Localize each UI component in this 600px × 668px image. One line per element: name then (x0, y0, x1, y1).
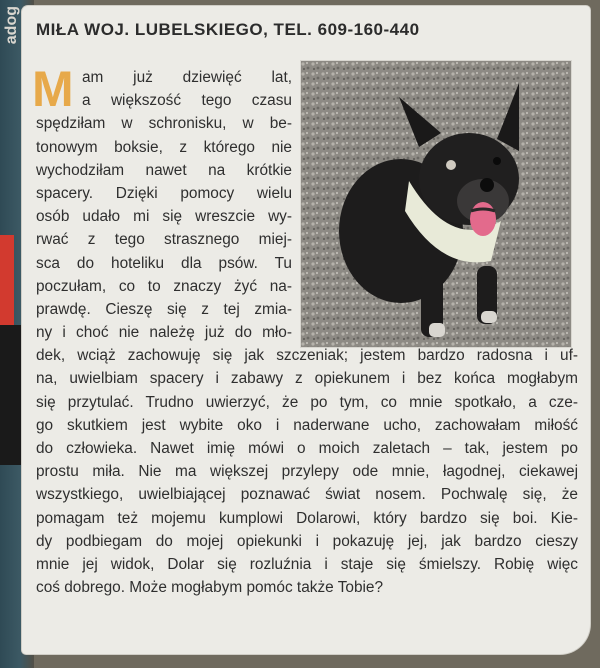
page-edge-black-stripe (0, 325, 22, 465)
page-edge-letters: adog (3, 6, 20, 45)
dog-name: MIŁA (36, 20, 79, 39)
article-card (22, 6, 590, 654)
article-line: poczułam, co to znaczy żyć na- (36, 277, 292, 295)
article-line: do człowieka. Nawet imię mówi o moich zaletach – tak, jestem po (36, 440, 578, 457)
article-line: na, uwielbiam spacery i zabawy z opiekunem i bez końca mogłabym (36, 370, 578, 388)
article-line: coś dobrego. Może mogłabym pomóc także Tobie? (36, 579, 384, 597)
article-line: dy podbiegam do mojej opiekunki i pokazuję jej, jak bardzo cieszy (36, 532, 578, 550)
article-line: prawdę. Cieszę się z tej zmia- (36, 300, 292, 318)
article-line: a większość tego czasu (82, 92, 292, 110)
article-line: osób udało mi się wreszcie wy- (36, 208, 292, 226)
article-header (36, 20, 576, 40)
article-line: prostu miła. Nie ma większej przylepy ode mnie, łagodnej, ciekawej (36, 463, 578, 481)
article-line: spędziłam w schronisku, w be- (36, 115, 292, 133)
article-line: sca do hoteliku dla psów. Tu (36, 254, 292, 272)
article-line: ny i choć nie należę już do mło- (36, 324, 292, 342)
article-line: am już dziewięć lat, (82, 69, 292, 86)
article-line: dek, wciąż zachowuję się jak szczeniak; jestem bardzo radosna i uf- (36, 347, 578, 365)
header-location-phone: WOJ. LUBELSKIEGO, TEL. 609-160-440 (84, 20, 420, 39)
article-line: wychodziłam nawet na krótkie (36, 161, 292, 179)
article-line: tonowym boksie, z którego nie (36, 138, 292, 156)
article-line: wszystkiego, uwielbiającej poznawać świat nosem. Pochwalę się, że (36, 486, 578, 504)
article-line: się przytulać. Trudno uwierzyć, że po tym, co mnie spotkało, a cze- (36, 393, 578, 411)
drop-cap: M (32, 61, 74, 117)
article-line: go skutkiem jest wybite oko i naderwane ucho, zachowałam miłość (36, 416, 578, 434)
article-line: rwać z tego strasznego miej- (36, 231, 292, 249)
article-line: mnie jej widok, Dolar się rozluźnia i staje się śmielszy. Robię więc (36, 555, 578, 573)
article-line: pomagam też mojemu kumplowi Dolarowi, który bardzo się boi. Kie- (36, 509, 578, 527)
article-body (36, 66, 578, 599)
page-edge-red-stripe (0, 235, 14, 325)
article-line: spacery. Dzięki pomocy wielu (36, 184, 292, 202)
